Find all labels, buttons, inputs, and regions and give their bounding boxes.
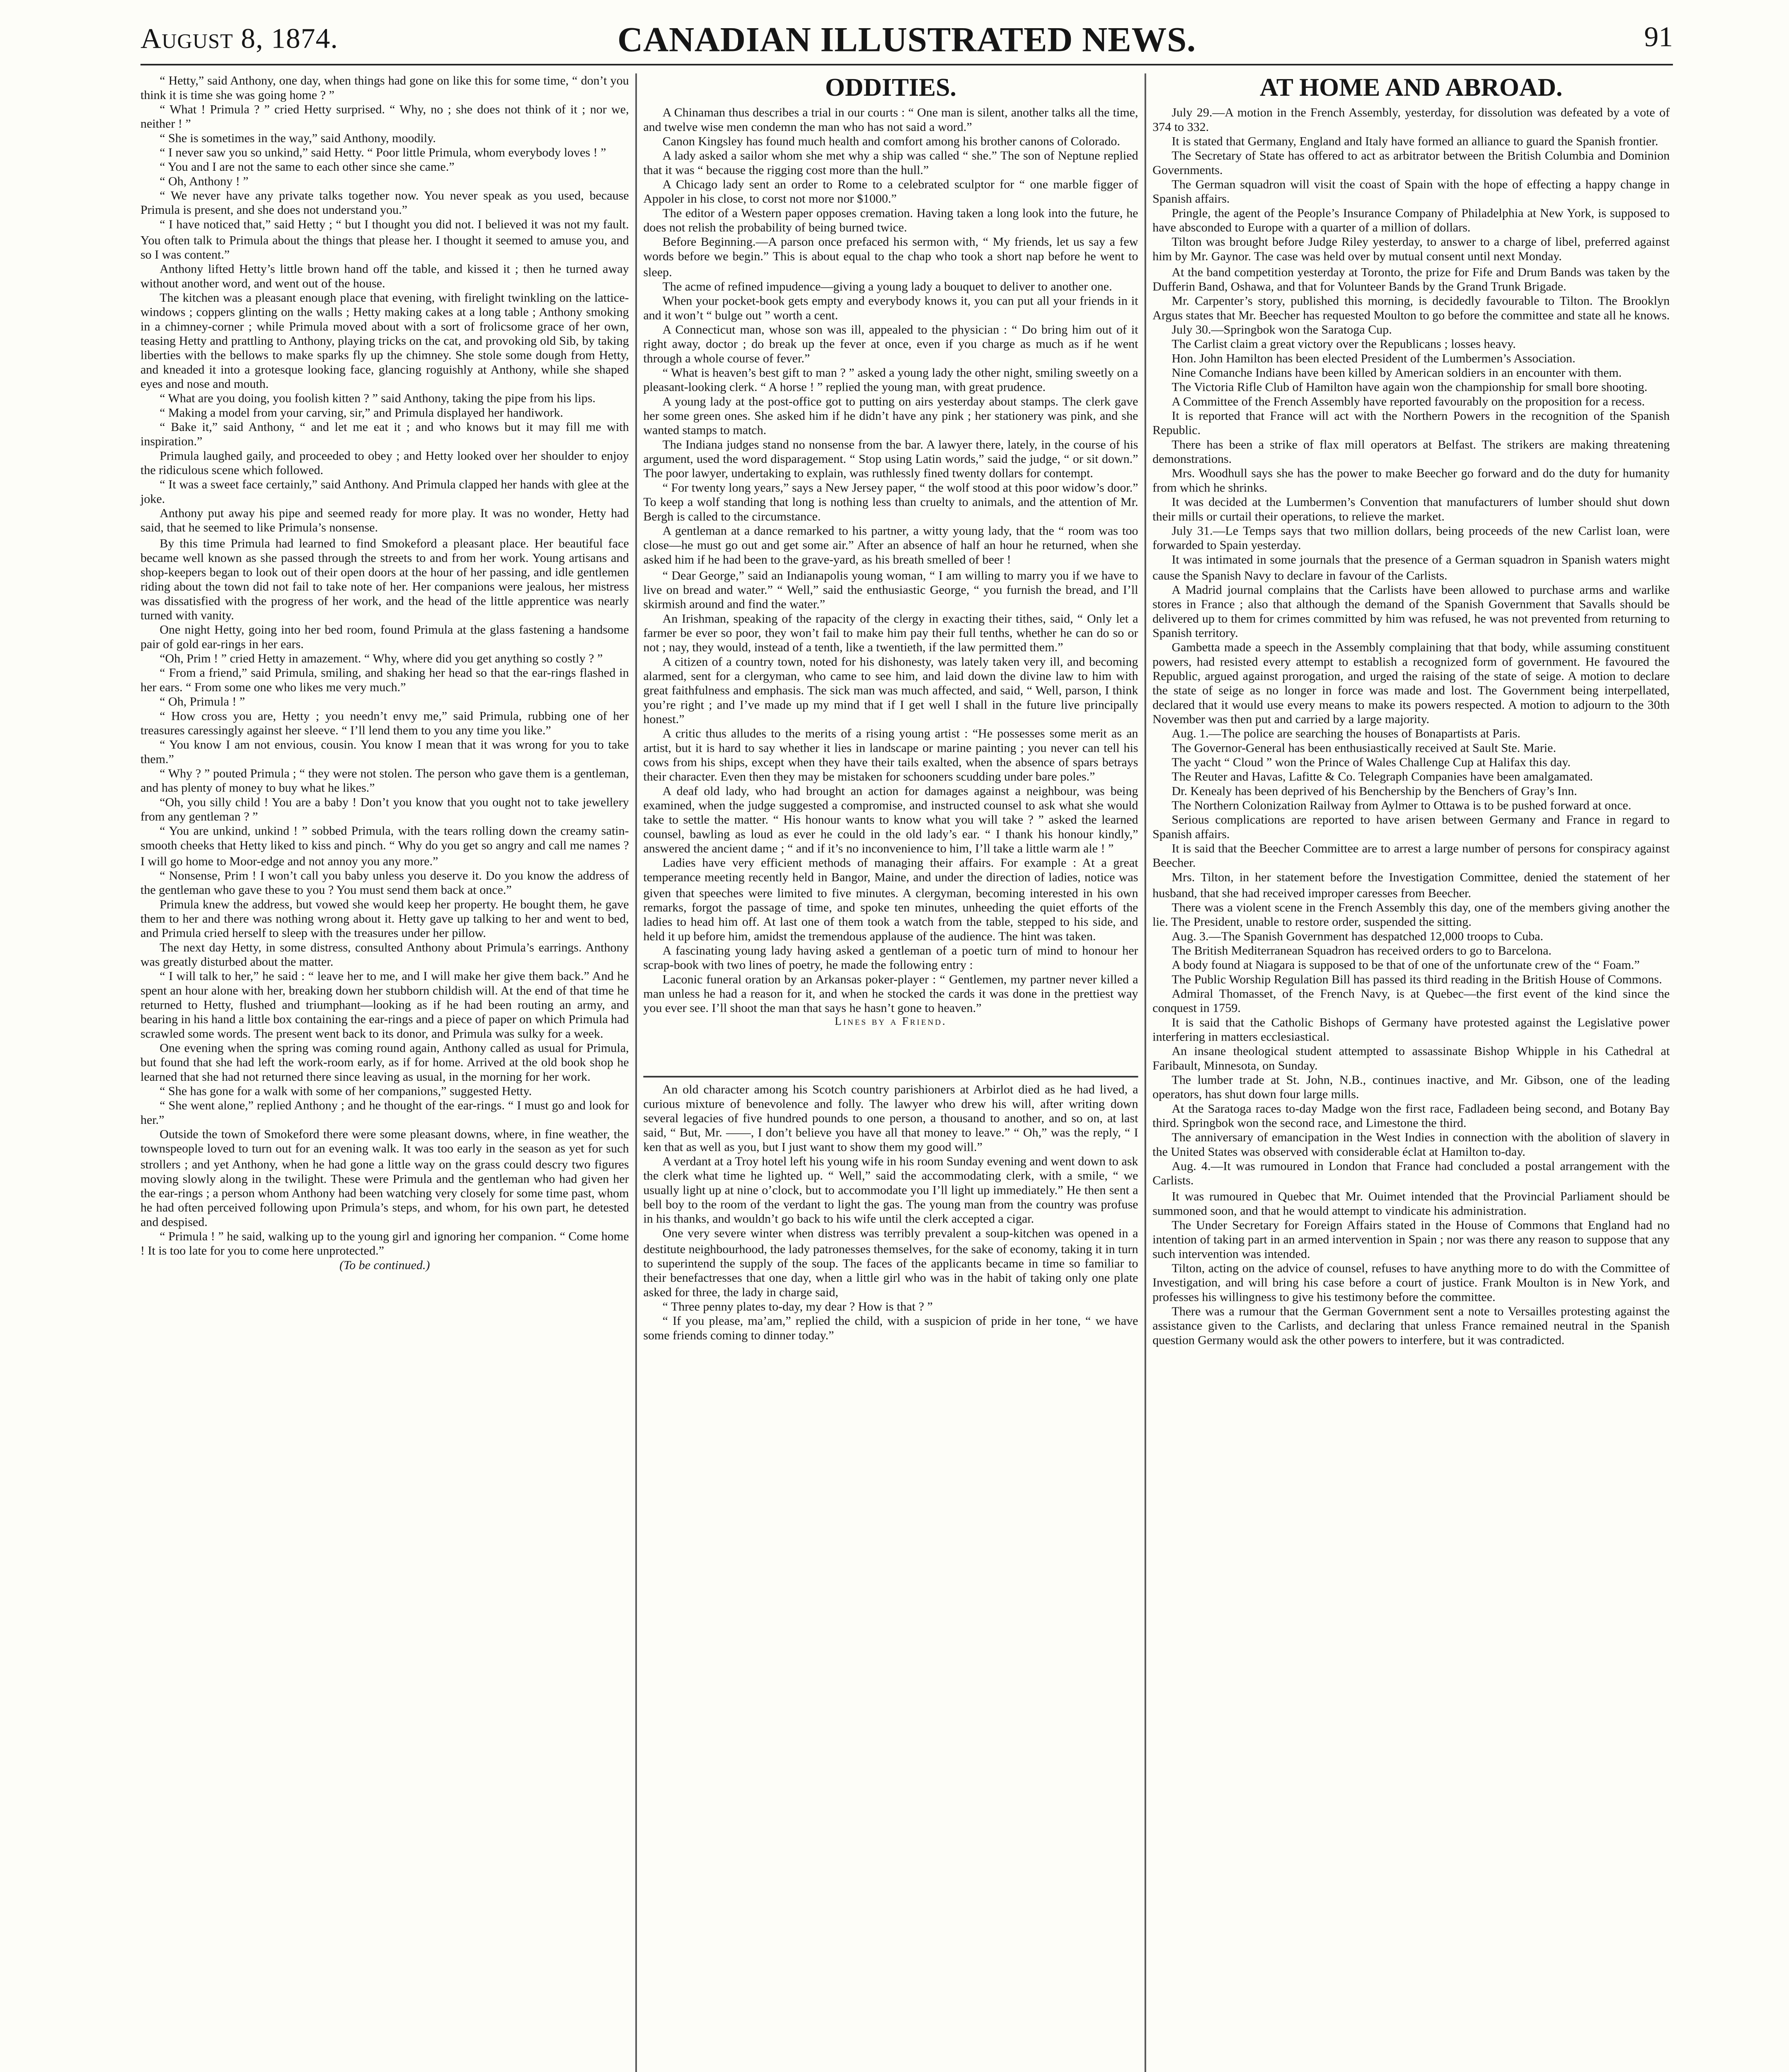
- poem-space: [643, 1030, 1138, 1071]
- paragraph: The Governor-General has been enthusiastically received at Sault Ste. Marie.: [1172, 741, 1556, 755]
- paragraph: One very severe winter when distress was terribly prevalent a soup-kitchen was opened in a destitute neighbourhood, the lady patronesses themselves, for the sake of economy, taking it in turn to superintend the supply of the soup. The faces of the applicants became in time so familiar to their benefactresses that one day, when a little girl who was in the habit of taking only one plate asked for three, the lady in charge said,: [643, 1227, 1138, 1299]
- issue-date: August 8, 1874.: [140, 22, 339, 54]
- page-header: [140, 16, 1673, 61]
- paragraph: The British Mediterranean Squadron has received orders to go to Barcelona.: [1172, 943, 1552, 958]
- paragraph: An insane theological student attempted to assassinate Bishop Whipple in his Cathedral at Faribault, Minnesota, on Sunday.: [1152, 1044, 1670, 1073]
- paragraph: At the Saratoga races to-day Madge won the first race, Fadladeen being second, and Botany Bay third. Springbok won the second race, and Limestone the third.: [1152, 1101, 1670, 1131]
- paragraph: “ Dear George,” said an Indianapolis young woman, “ I am willing to marry you if we have to live on bread and water.” “ Well,” said the enthusiastic George, “ you furnish the bread, and I’ll skirmish around and find the water.”: [643, 567, 1138, 611]
- paragraph: Pringle, the agent of the People’s Insurance Company of Philadelphia at New York, is supposed to have absconded to Europe with a quarter of a million of dollars.: [1152, 206, 1670, 235]
- news-heading: AT HOME AND ABROAD.: [1259, 75, 1563, 102]
- paragraph: Laconic funeral oration by an Arkansas poker-player : “ Gentlemen, my partner never killed a man unless he had a reason for it, and when he stocked the cards it was done in the prettiest way you ever see. I’ll shoot the man that says he hasn’t gone to heaven.”: [643, 972, 1138, 1015]
- paragraph: It was intimated in some journals that the presence of a German squadron in Spanish waters might cause the Spanish Navy to declare in favour of the Carlists.: [1152, 553, 1670, 582]
- paragraph: “ Primula ! ” he said, walking up to the young girl and ignoring her companion. “ Come home ! It is too late for you to come here unprotected.”: [140, 1229, 629, 1258]
- paragraph: By this time Primula had learned to find Smokeford a pleasant place. Her beautiful face became well known as she passed through the streets to and from her work. Young artisans and shop-keepers began to look out of their open doors at the hour of her passing, and idle gentlemen riding about the town did not fail to take note of her. Her companions were jealous, her mistress was dissatisfied with the progress of her work, and the head of the little apprentice was nearly turned with vanity.: [140, 535, 629, 622]
- paragraph: One evening when the spring was coming round again, Anthony called as usual for Primula, but found that she had left the work-room early, as if for home. Arrived at the old book shop he learned that she had not returned there since leaving as usual, in the morning for her work.: [140, 1041, 629, 1084]
- oddities-body: [643, 105, 1138, 1015]
- paragraph: July 31.—Le Temps says that two million dollars, being proceeds of the new Carlist loan, were forwarded to Spain yesterday.: [1152, 524, 1670, 553]
- paragraph: Anthony put away his pipe and seemed ready for more play. It was no wonder, Hetty had said, that he seemed to like Primula’s nonsense.: [140, 506, 629, 536]
- paragraph: “ What is heaven’s best gift to man ? ” asked a young lady the other night, smiling sweetly on a pleasant-looking clerk. “ A horse ! ” replied the young man, with great prudence.: [643, 365, 1138, 395]
- paragraph: It was rumoured in Quebec that Mr. Ouimet intended that the Provincial Parliament should be summoned soon, and that he would attempt to vindicate his administration.: [1152, 1188, 1670, 1218]
- paragraph: A Madrid journal complains that the Carlists have been allowed to purchase arms and warlike stores in France ; also that although the demand of the Spanish Government that Savalls should be delivered up to them for crimes committed by him was refused, he was not prevented from returning to Spanish territory.: [1152, 582, 1670, 640]
- paragraph: Mr. Carpenter’s story, published this morning, is decidedly favourable to Tilton. The Brooklyn Argus states that Mr. Beecher has requested Moulton to go before the committee and state all he knows.: [1152, 293, 1670, 322]
- paragraph: The Secretary of State has offered to act as arbitrator between the British Columbia and Dominion Governments.: [1152, 148, 1670, 178]
- paragraph: The yacht “ Cloud ” won the Prince of Wales Challenge Cup at Halifax this day.: [1172, 755, 1571, 770]
- paragraph: The Reuter and Havas, Lafitte & Co. Telegraph Companies have been amalgamated.: [1172, 770, 1593, 784]
- paragraph: A verdant at a Troy hotel left his young wife in his room Sunday evening and went down to ask the clerk what time he lighted up. “ Well,” said the accommodating clerk, with a smile, “ we usually light up at nine o’clock, but to accommodate you I’ll light up immediately.” He then sent a bell boy to the room of the verdant to light the gas. The young man from the country was profuse in his thanks, and wouldn’t go back to his wife until the clerk accepted a cigar.: [643, 1154, 1138, 1227]
- paragraph: An old character among his Scotch country parishioners at Arbirlot died as he had lived, a curious mixture of benevolence and folly. The lawyer who drew his will, after writing down several legacies of five hundred pounds to one person, a thousand to another, and so on, at last said, “ But, Mr. ——, I don’t believe you have all that money to leave.” “ Oh,” was the reply, “ I ken that as well as you, but I just want to show them my good will.”: [643, 1082, 1138, 1155]
- paragraph: It is said that the Beecher Committee are to arrest a large number of persons for conspiracy against Beecher.: [1152, 842, 1670, 871]
- paragraph: The acme of refined impudence—giving a young lady a bouquet to deliver to another one.: [662, 278, 1112, 293]
- paragraph: A Chinaman thus describes a trial in our courts : “ One man is silent, another talks all the time, and twelve wise men condemn the man who has not said a word.”: [643, 105, 1138, 134]
- paragraph: Tilton was brought before Judge Riley yesterday, to answer to a charge of libel, preferred against him by Mr. Gaynor. The case was held over by mutual consent until next Monday.: [1152, 235, 1670, 264]
- paragraph: A lady asked a sailor whom she met why a ship was called “ she.” The son of Neptune replied that it was “ because the rigging cost more than the hull.”: [643, 148, 1138, 178]
- paragraph: There was a rumour that the German Government sent a note to Versailles protesting against the assistance given to the Carlists, and declaring that unless France remained neutral in the Spanish question Germany would ask the other powers to interfere, but it was contradicted.: [1152, 1304, 1670, 1348]
- paragraph: “ You are unkind, unkind ! ” sobbed Primula, with the tears rolling down the creamy satin-smooth cheeks that Hetty liked to kiss and pinch. “ Why do you get so angry and call me names ? I will go home to Moor-edge and not annoy you any more.”: [140, 824, 629, 868]
- continued-note: (To be continued.): [339, 1257, 430, 1272]
- paragraph: The Northern Colonization Railway from Aylmer to Ottawa is to be pushed forward at once.: [1172, 798, 1632, 813]
- paragraph: “ You know I am not envious, cousin. You know I mean that it was wrong for you to take them.”: [140, 738, 629, 767]
- paragraph: The Carlist claim a great victory over the Republicans ; losses heavy.: [1172, 336, 1516, 351]
- story-column: [140, 73, 629, 1272]
- paragraph: It is reported that France will act with the Northern Powers in the recognition of the Spanish Republic.: [1152, 409, 1670, 438]
- paragraph: The Indiana judges stand no nonsense from the bar. A lawyer there, lately, in the course of his argument, used the word disparagement. “ Stop using Latin words,” said the judge, “ or sit down.” The poor lawyer, undertaking to explain, was ruthlessly fined twenty dollars for contempt.: [643, 437, 1138, 481]
- paragraph: “ She is sometimes in the way,” said Anthony, moodily.: [160, 131, 436, 146]
- paragraph: “Oh, Prim ! ” cried Hetty in amazement. “ Why, where did you get anything so costly ? ”: [160, 651, 603, 666]
- paragraph: A Chicago lady sent an order to Rome to a celebrated sculptor for “ one marble figger of Appoler in his close, to corst not more nor $1000.”: [643, 177, 1138, 206]
- paragraph: Hon. John Hamilton has been elected President of the Lumbermen’s Association.: [1172, 351, 1576, 366]
- paragraph: When your pocket-book gets empty and everybody knows it, you can put all your friends in it and it won’t “ bulge out ” worth a cent.: [643, 293, 1138, 322]
- paragraph: Nine Comanche Indians have been killed by American soldiers in an encounter with them.: [1172, 365, 1622, 380]
- paragraph: July 30.—Springbok won the Saratoga Cup.: [1172, 322, 1392, 336]
- paragraph: Before Beginning.—A parson once prefaced his sermon with, “ My friends, let us say a few words before we begin.” This is about equal to the chap who took a short nap before he went to sleep.: [643, 235, 1138, 279]
- header-rule: [140, 64, 1673, 65]
- paragraph: The anniversary of emancipation in the West Indies in connection with the abolition of slavery in the United States was observed with considerable éclat at Hamilton to-day.: [1152, 1130, 1670, 1159]
- paragraph: Serious complications are reported to have arisen between Germany and France in regard to Spanish affairs.: [1152, 813, 1670, 842]
- story-body: [140, 73, 629, 1258]
- paragraph: “ We never have any private talks together now. You never speak as you used, because Primula is present, and she does not understand you.”: [140, 189, 629, 218]
- oddities-rule: [643, 1076, 1138, 1077]
- paragraph: A Connecticut man, whose son was ill, appealed to the physician : “ Do bring him out of it right away, doctor ; do break up the fever at once, even if you charge as much as if he went through a whole course of fever.”: [643, 322, 1138, 366]
- paragraph: “ Oh, Primula ! ”: [160, 694, 245, 709]
- paragraph: “ If you please, ma’am,” replied the child, with a suspicion of pride in her tone, “ we have some friends coming to dinner today.”: [643, 1313, 1138, 1342]
- oddities-heading: ODDITIES.: [825, 75, 956, 102]
- paragraph: One night Hetty, going into her bed room, found Primula at the glass fastening a handsome pair of gold ear-rings in her ears.: [140, 622, 629, 651]
- paragraph: “ What ! Primula ? ” cried Hetty surprised. “ Why, no ; she does not think of it ; nor we, neither ! ”: [140, 102, 629, 131]
- paragraph: The Public Worship Regulation Bill has passed its third reading in the British House of Commons.: [1172, 972, 1662, 986]
- paragraph: It is stated that Germany, England and Italy have formed an alliance to guard the Spanish frontier.: [1172, 134, 1658, 149]
- paragraph: A body found at Niagara is supposed to be that of one of the unfortunate crew of the “ Foam.”: [1172, 957, 1640, 972]
- oddities-body-continued: [643, 1082, 1138, 1342]
- paragraph: Canon Kingsley has found much health and comfort among his brother canons of Colorado.: [662, 134, 1120, 149]
- paragraph: The editor of a Western paper opposes cremation. Having taken a long look into the future, he does not relish the probability of being burned twice.: [643, 206, 1138, 235]
- poem-signature: Lines by a Friend.: [835, 1015, 947, 1028]
- paragraph: “ I have noticed that,” said Hetty ; “ but I thought you did not. I believed it was not my fault. You often talk to Primula about the things that please her. I thought it seemed to amuse you, and so I was content.”: [140, 218, 629, 261]
- paragraph: Mrs. Woodhull says she has the power to make Beecher go forward and do the duty for humanity from which he shrinks.: [1152, 466, 1670, 495]
- paragraph: A fascinating young lady having asked a gentleman of a poetic turn of mind to honour her scrap-book with two lines of poetry, he made the following entry :: [643, 943, 1138, 972]
- column-divider: [635, 73, 637, 2072]
- paragraph: A deaf old lady, who had brought an action for damages against a neighbour, was being examined, when the judge suggested a compromise, and instructed counsel to ask what she would take to settle the matter. “ His honour wants to know what you will take ? ” asked the learned counsel, bawling as loud as ever he could in the old lady’s ear. “ I thank his honour kindly,” answered the ancient dame ; “ and if it’s no inconvenience to him, I’ll take a little warm ale ! ”: [643, 784, 1138, 857]
- paragraph: “ It was a sweet face certainly,” said Anthony. And Primula clapped her hands with glee at the joke.: [140, 477, 629, 507]
- paragraph: Aug. 1.—The police are searching the houses of Bonapartists at Paris.: [1172, 726, 1520, 741]
- paragraph: “ Making a model from your carving, sir,” and Primula displayed her handiwork.: [160, 405, 564, 420]
- paragraph: The Under Secretary for Foreign Affairs stated in the House of Commons that England had no intention of taking part in an armed intervention in Spain ; nor was there any reason to suppose that any such intervention was intended.: [1152, 1217, 1670, 1261]
- paragraph: A critic thus alludes to the merits of a rising young artist : “He possesses some merit as an artist, but it is hard to say whether it lies in landscape or marine painting ; you never can tell his cows from his ships, except when they have their tails exalted, when the absence of spars betrays their character. Even then they may be mistaken for schooners scudding under bare poles.”: [643, 726, 1138, 784]
- paragraph: Mrs. Tilton, in her statement before the Investigation Committee, denied the statement of her husband, that she had received improper caresses from Beecher.: [1152, 871, 1670, 900]
- paragraph: “ She went alone,” replied Anthony ; and he thought of the ear-rings. “ I must go and look for her.”: [140, 1099, 629, 1128]
- page-number: 91: [1644, 21, 1673, 53]
- paragraph: “ Why ? ” pouted Primula ; “ they were not stolen. The person who gave them is a gentleman, and has plenty of money to buy what he likes.”: [140, 766, 629, 796]
- paragraph: At the band competition yesterday at Toronto, the prize for Fife and Drum Bands was taken by the Dufferin Band, Oshawa, and that for Volunteer Bands by the Grand Trunk Brigade.: [1152, 264, 1670, 293]
- paragraph: There has been a strike of flax mill operators at Belfast. The strikers are making threatening demonstrations.: [1152, 437, 1670, 467]
- paragraph: Tilton, acting on the advice of counsel, refuses to have anything more to do with the Committee of Investigation, and will bring his case before a court of justice. Frank Moulton is in New York, and professes his willingness to give his testimony before the committee.: [1152, 1261, 1670, 1304]
- paragraph: An Irishman, speaking of the rapacity of the clergy in exacting their tithes, said, “ Only let a farmer be ever so poor, they won’t fail to make him pay their full tenths, whether he can do so or not ; nay, they would, instead of a tenth, like a twentieth, if the law permitted them.”: [643, 610, 1138, 654]
- paragraph: Aug. 4.—It was rumoured in London that France had concluded a postal arrangement with the Carlists.: [1152, 1159, 1670, 1188]
- paragraph: The Victoria Rifle Club of Hamilton have again won the championship for small bore shooting.: [1172, 380, 1648, 395]
- paragraph: “ What are you doing, you foolish kitten ? ” said Anthony, taking the pipe from his lips.: [160, 391, 596, 406]
- paragraph: “ Oh, Anthony ! ”: [160, 174, 249, 189]
- news-body: [1152, 105, 1670, 1347]
- paragraph: Admiral Thomasset, of the French Navy, is at Quebec—the first event of the kind since the conquest in 1759.: [1152, 986, 1670, 1015]
- paragraph: It was decided at the Lumbermen’s Convention that manufacturers of lumber should shut down their mills or curtail their operations, to relieve the market.: [1152, 495, 1670, 524]
- paragraph: July 29.—A motion in the French Assembly, yesterday, for dissolution was defeated by a vote of 374 to 332.: [1152, 105, 1670, 134]
- paragraph: “ You and I are not the same to each other since she came.”: [160, 160, 455, 174]
- news-column: [1152, 73, 1670, 1347]
- paragraph: “ For twenty long years,” says a New Jersey paper, “ the wolf stood at this poor widow’s door.” To keep a wolf standing that long is nothing less than cruelty to animals, and the attention of Mr. Bergh is called to the circumstance.: [643, 481, 1138, 524]
- paragraph: Primula knew the address, but vowed she would keep her property. He bought them, he gave them to her and there was nothing wrong about it. Hetty gave up talking to her and went to bed, and Primula cried herself to sleep with the treasures under her pillow.: [140, 896, 629, 940]
- paragraph: “ Bake it,” said Anthony, “ and let me eat it ; and who knows but it may fill me with inspiration.”: [140, 420, 629, 449]
- paragraph: Primula laughed gaily, and proceeded to obey ; and Hetty looked over her shoulder to enjoy the ridiculous scene which followed.: [140, 449, 629, 478]
- masthead-title: CANADIAN ILLUSTRATED NEWS.: [617, 19, 1196, 59]
- paragraph: “ Three penny plates to-day, my dear ? How is that ? ”: [662, 1299, 933, 1314]
- paragraph: “ She has gone for a walk with some of her companions,” suggested Hetty.: [160, 1084, 532, 1099]
- paragraph: Aug. 3.—The Spanish Government has despatched 12,000 troops to Cuba.: [1172, 928, 1544, 943]
- paragraph: A gentleman at a dance remarked to his partner, a witty young lady, that the “ room was too close—he must go out and get some air.” After an absence of half an hour he returned, when she asked him if he had been to the grave-yard, as his breath smelled of beer !: [643, 524, 1138, 568]
- paragraph: A citizen of a country town, noted for his dishonesty, was lately taken very ill, and becoming alarmed, sent for a clergyman, who came to see him, and laid down the divine law to him with great faithfulness and emphasis. The sick man was much affected, and said, “ Well, parson, I think you’re right ; and I’ve made up my mind that if I get well I shall in the future live principally honest.”: [643, 654, 1138, 726]
- paragraph: Dr. Kenealy has been deprived of his Benchership by the Benchers of Gray’s Inn.: [1172, 784, 1577, 799]
- paragraph: There was a violent scene in the French Assembly this day, one of the members giving another the lie. The President, unable to restore order, suspended the sitting.: [1152, 899, 1670, 929]
- paragraph: The lumber trade at St. John, N.B., continues inactive, and Mr. Gibson, one of the leading operators, has shut down four large mills.: [1152, 1073, 1670, 1102]
- paragraph: The German squadron will visit the coast of Spain with the hope of effecting a happy change in Spanish affairs.: [1152, 177, 1670, 206]
- paragraph: “ Nonsense, Prim ! I won’t call you baby unless you deserve it. Do you know the address of the gentleman who gave these to you ? You must send them back at once.”: [140, 867, 629, 897]
- column-divider: [1145, 73, 1146, 2072]
- paragraph: “ I never saw you so unkind,” said Hetty. “ Poor little Primula, whom everybody loves ! ”: [160, 145, 606, 160]
- paragraph: The next day Hetty, in some distress, consulted Anthony about Primula’s earrings. Anthony was greatly disturbed about the matter.: [140, 940, 629, 969]
- oddities-column: [643, 73, 1138, 1342]
- paragraph: The kitchen was a pleasant enough place that evening, with firelight twinkling on the lattice-windows ; coppers glinting on the walls ; Hetty making cakes at a long table ; Anthony smoking in a chimney-corner ; while Primula moved about with a sort of frolicsome grace of her own, teasing Hetty and prattling to Anthony, playing tricks on the cat, and provoking old Sib, by taking liberties with the bellows to make sparks fly up the chimney. She stole some dough from Hetty, and kneaded it into a grotesque looking face, glancing roguishly at Anthony, while she shaped eyes and nose and mouth.: [140, 290, 629, 391]
- paragraph: A Committee of the French Assembly have reported favourably on the proposition for a recess.: [1172, 394, 1645, 409]
- paragraph: “Oh, you silly child ! You are a baby ! Don’t you know that you ought not to take jewellery from any gentleman ? ”: [140, 795, 629, 825]
- paragraph: “ How cross you are, Hetty ; you needn’t envy me,” said Primula, rubbing one of her treasures caressingly against her sleeve. “ I’ll lend them to you any time you like.”: [140, 709, 629, 738]
- paragraph: Gambetta made a speech in the Assembly complaining that that body, while assuming constituent powers, had resisted every attempt to establish a recognized form of government. He favoured the Republic, argued against prorogation, and urged the raising of the state of seige. A motion to declare the state of seige as no longer in force was made and lost. The Government being interpellated, declared that it would use every means to make its powers respected. A motion to adjourn to the 30th November was then put and carried by a large majority.: [1152, 639, 1670, 726]
- paragraph: A young lady at the post-office got to putting on airs yesterday about stamps. The clerk gave her some green ones. She asked him if he didn’t have any pink ; her stationery was pink, and she wanted stamps to match.: [643, 394, 1138, 438]
- paragraph: “ I will talk to her,” he said : “ leave her to me, and I will make her give them back.” And he spent an hour alone with her, breaking down her stubborn childish will. At the end of that time he returned to Hetty, flushed and triumphant—looking as if he had been routing an army, and bearing in his hand a little box containing the ear-rings and a piece of paper on which Primula had scrawled some words. The present went back to its donor, and Primula was sulky for a week.: [140, 968, 629, 1041]
- paragraph: Outside the town of Smokeford there were some pleasant downs, where, in fine weather, the townspeople loved to turn out for an evening walk. It was too early in the season as yet for such strollers ; and yet Anthony, when he had gone a little way on the grass could descry two figures moving slowly along in the twilight. These were Primula and the gentleman who had given her the ear-rings ; a person whom Anthony had been watching very closely for some time past, whom he had often perceived following upon Primula’s steps, and whom, for his own part, he detested and despised.: [140, 1128, 629, 1229]
- paragraph: “ Hetty,” said Anthony, one day, when things had gone on like this for some time, “ don’t you think it is time she was going home ? ”: [140, 73, 629, 102]
- paragraph: Ladies have very efficient methods of managing their affairs. For example : At a great temperance meeting recently held in Bangor, Maine, and under the direction of ladies, notice was given that speeches were limited to five minutes. A clergyman, becoming interested in his own remarks, forgot the passage of time, and spoke ten minutes, unheeding the quiet efforts of the ladies to head him off. At last one of them took a watch from the table, stepped to his side, and held it up before him, amidst the tremendous applause of the audience. The hint was taken.: [643, 856, 1138, 943]
- paragraph: It is said that the Catholic Bishops of Germany have protested against the Legislative power interfering in matters ecclesiastical.: [1152, 1015, 1670, 1044]
- paragraph: “ From a friend,” said Primula, smiling, and shaking her head so that the ear-rings flashed in her ears. “ From some one who likes me very much.”: [140, 665, 629, 695]
- paragraph: Anthony lifted Hetty’s little brown hand off the table, and kissed it ; then he turned away without another word, and went out of the house.: [140, 261, 629, 290]
